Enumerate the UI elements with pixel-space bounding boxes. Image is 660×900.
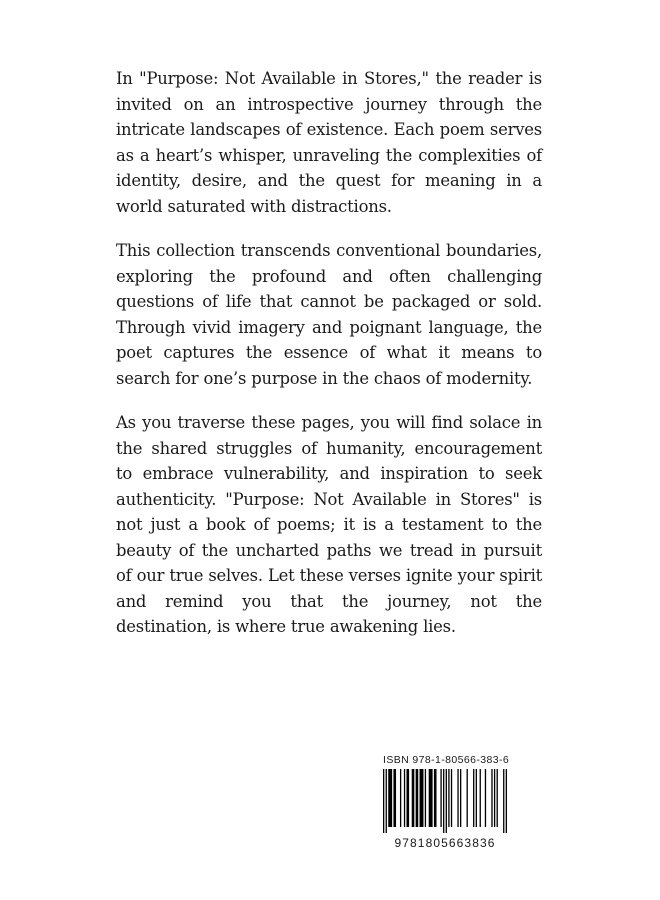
barcode-bar [460,769,461,827]
barcode-guard-bar [506,769,507,833]
barcode-digits: 9781805663836 [394,836,496,850]
barcode-bar [420,769,424,827]
barcode-bar [476,769,477,827]
description-paragraph-1: In "Purpose: Not Available in Stores," the reader is invited on an introspective journey through the intricate landscapes of existence. Each poem serves as a heart’s whisper, unraveling the complexities of identity, desire, and the quest for meaning in a world saturated with distractions. [116,69,542,216]
barcode-bar [440,769,441,827]
barcode-guard-bar [383,769,384,833]
barcode-bar [429,769,433,827]
isbn-label: ISBN 978-1-80566-383-6 [383,754,510,766]
barcode-bar [480,769,481,827]
barcode-bar [485,769,486,827]
barcode-bar [457,769,458,827]
barcode-guard-bar [503,769,504,833]
barcode-box [383,769,507,833]
book-description [116,66,542,659]
barcode-bar [473,769,474,827]
barcode-bar [393,769,396,827]
barcode-bar [425,769,426,827]
barcode-bar [388,769,392,827]
barcode-bar [404,769,405,827]
barcode-bar [491,769,492,827]
barcode-bar [400,769,401,827]
barcode-guard-bar [386,769,387,833]
barcode-bar [434,769,437,827]
barcode-bar [416,769,419,827]
barcode-guard-bar [446,769,447,833]
barcode-bar [448,769,449,827]
barcode-graphic [383,769,507,833]
barcode-bar [412,769,415,827]
description-paragraph-2: This collection transcends conventional boundaries, exploring the profound and often challenging questions of life that cannot be packaged or sold. Through vivid imagery and poignant language, the poet captures the essence of what it means to search for one’s purpose in the chaos of modernity. [116,241,542,388]
isbn-barcode-block [383,754,510,850]
barcode-bar [406,769,409,827]
barcode-bar [494,769,495,827]
barcode-guard-bar [443,769,444,833]
description-paragraph-3: As you traverse these pages, you will find solace in the shared struggles of humanity, encouragement to embrace vulnerability, and inspiration to seek authenticity. "Purpose: Not Available in Stores" is not just a book of poems; it is a testament to the beauty of the uncharted paths we tread in pursuit of our true selves. Let these verses ignite your spirit and remind you that the journey, not the destination, is where true awakening lies. [116,413,542,636]
barcode-bar [451,769,452,827]
barcode-bar [467,769,468,827]
barcode-bar [497,769,498,827]
